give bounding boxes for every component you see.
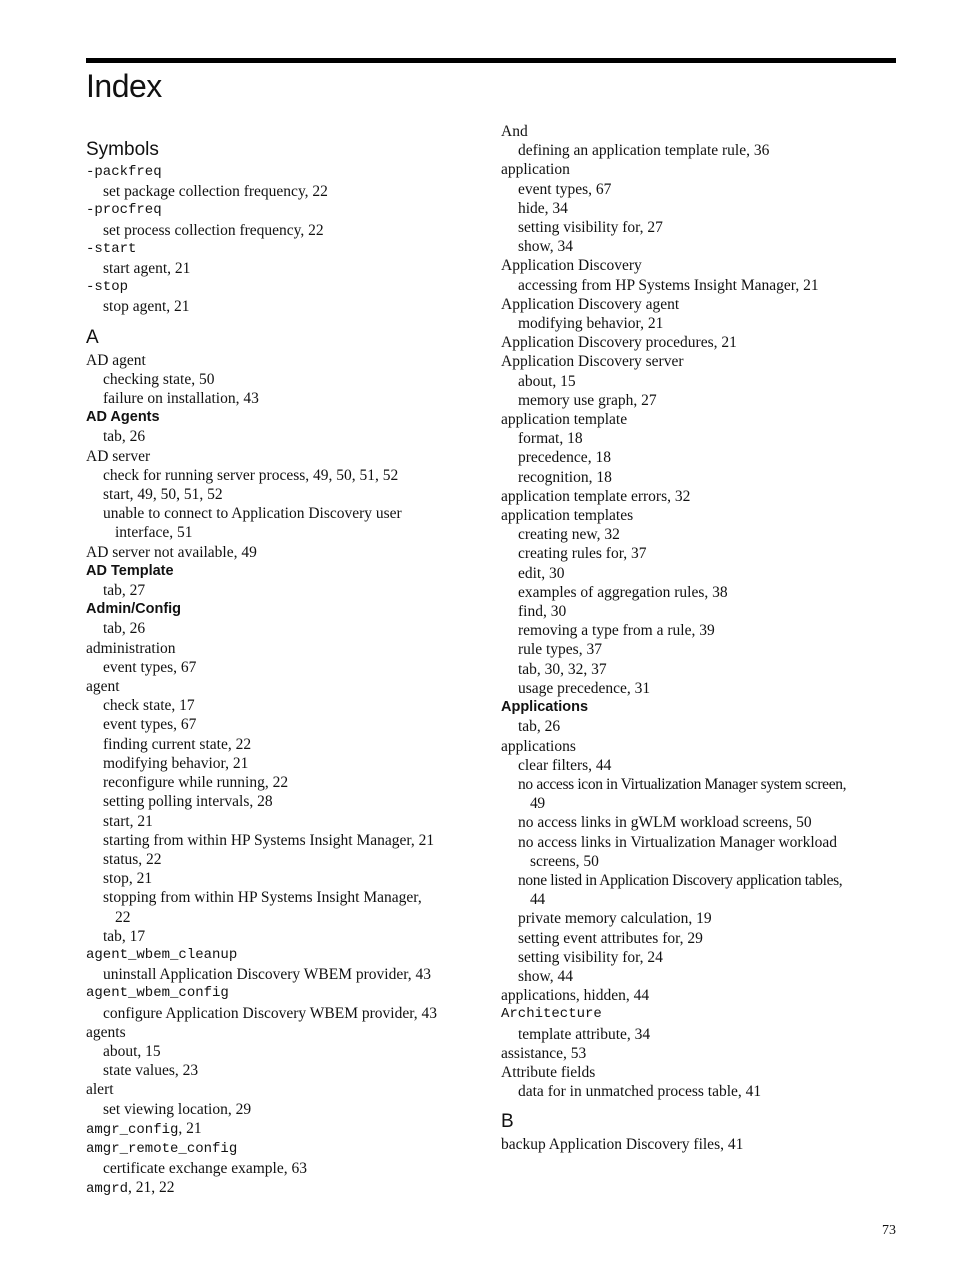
- index-subentry: [501, 314, 901, 333]
- index-subentry-text: finding current state, 22: [103, 735, 252, 753]
- index-subentry-text: memory use graph, 27: [518, 391, 657, 409]
- index-subentry-text: clear filters, 44: [518, 756, 612, 774]
- index-subentry: [86, 427, 486, 446]
- index-term: agents: [86, 1023, 126, 1041]
- index-subentry-text: uninstall Application Discovery WBEM provider, 43: [103, 966, 431, 984]
- index-term: Application Discovery agent: [501, 295, 680, 313]
- index-subentry-text: tab, 26: [103, 620, 146, 638]
- index-term: [86, 1119, 486, 1140]
- index-subentry: [86, 792, 486, 811]
- index-subentry: [501, 218, 901, 237]
- index-subentry: [501, 1025, 901, 1044]
- index-subentry-text: recognition, 18: [518, 468, 612, 486]
- index-subentry-text: starting from within HP Systems Insight Manager, 21: [103, 831, 435, 849]
- index-subentry: [501, 679, 901, 698]
- index-subentry: [501, 967, 901, 986]
- index-subentry: [86, 1042, 486, 1061]
- index-subentry-text: modifying behavior, 21: [518, 315, 664, 333]
- index-subentry: [501, 602, 901, 621]
- index-term: assistance, 53: [501, 1044, 587, 1062]
- index-subentry-text: reconfigure while running, 22: [103, 774, 289, 792]
- index-subentry: [501, 141, 901, 160]
- index-subentry-text: certificate exchange example, 63: [103, 1160, 307, 1178]
- index-subentry: [86, 389, 486, 408]
- index-subentry-continuation: 22: [115, 908, 131, 926]
- index-subentry: [501, 429, 901, 448]
- index-term: agent_wbem_cleanup: [86, 946, 238, 963]
- index-term-command: amgr_config: [86, 1121, 179, 1138]
- index-term: AD agent: [86, 351, 146, 369]
- index-subentry-text: none listed in Application Discovery application tables,: [518, 871, 843, 889]
- index-term: -stop: [86, 279, 129, 296]
- index-subentry-text: check for running server process, 49, 50, 51, 52: [103, 466, 399, 484]
- index-subentry: [86, 850, 486, 869]
- index-letter-heading: A: [86, 326, 99, 348]
- index-term: agent: [86, 678, 120, 696]
- index-term: Applications: [501, 699, 589, 716]
- index-subentry-text: set process collection frequency, 22: [103, 221, 324, 239]
- index-subentry: [501, 948, 901, 967]
- index-subentry: [501, 448, 901, 467]
- index-subentry: [86, 773, 486, 792]
- index-subentry: [86, 696, 486, 715]
- index-term: Admin/Config: [86, 601, 182, 618]
- index-subentry: [501, 276, 901, 295]
- index-term: applications: [501, 737, 576, 755]
- index-subentry-text: stop agent, 21: [103, 298, 190, 316]
- index-subentry: [86, 1159, 486, 1178]
- top-rule: [86, 58, 896, 63]
- index-subentry: [501, 564, 901, 583]
- index-subentry: [86, 869, 486, 888]
- index-subentry: [86, 965, 486, 984]
- index-subentry-text: tab, 26: [518, 718, 561, 736]
- index-term: Attribute fields: [501, 1063, 596, 1081]
- index-term: application templates: [501, 507, 634, 525]
- index-subentry: [86, 831, 486, 850]
- index-subentry-text: no access links in Virtualization Manager workload: [518, 833, 838, 851]
- index-subentry-text: stopping from within HP Systems Insight Manager,: [103, 889, 422, 907]
- index-subentry: [501, 717, 901, 736]
- index-term: [86, 1178, 486, 1199]
- index-term: Architecture: [501, 1006, 602, 1023]
- index-term-pages: , 21, 22: [128, 1179, 175, 1197]
- index-subentry-continuation: interface, 51: [115, 524, 193, 542]
- index-subentry: [501, 660, 901, 679]
- index-subentry-text: start, 49, 50, 51, 52: [103, 486, 223, 504]
- index-subentry-text: creating rules for, 37: [518, 545, 647, 563]
- index-subentry: [501, 833, 901, 871]
- index-subentry-text: configure Application Discovery WBEM provider, 43: [103, 1004, 437, 1022]
- index-subentry-text: rule types, 37: [518, 641, 602, 659]
- index-subentry: [86, 812, 486, 831]
- index-subentry-text: start, 21: [103, 812, 153, 830]
- index-subentry-text: show, 44: [518, 967, 573, 985]
- index-subentry-text: template attribute, 34: [518, 1025, 651, 1043]
- index-subentry: [501, 237, 901, 256]
- index-term-command: amgrd: [86, 1181, 129, 1198]
- index-subentry: [86, 182, 486, 201]
- index-term: AD server not available, 49: [86, 543, 257, 561]
- index-subentry-text: about, 15: [518, 372, 576, 390]
- index-subentry-text: creating new, 32: [518, 526, 620, 544]
- index-subentry-text: no access icon in Virtualization Manager system screen,: [518, 775, 847, 793]
- index-term: alert: [86, 1081, 114, 1099]
- index-subentry: [501, 468, 901, 487]
- index-subentry: [86, 485, 486, 504]
- index-term: AD server: [86, 447, 151, 465]
- index-subentry: [501, 180, 901, 199]
- index-term: AD Agents: [86, 409, 160, 426]
- index-term: -start: [86, 240, 137, 257]
- index-subentry-text: data for in unmatched process table, 41: [518, 1083, 762, 1101]
- index-subentry: [501, 871, 901, 909]
- index-term-pages: , 21: [178, 1119, 202, 1137]
- index-subentry-text: hide, 34: [518, 199, 568, 217]
- index-term: And: [501, 123, 528, 140]
- index-term: Application Discovery server: [501, 353, 684, 371]
- index-subentry: [86, 504, 486, 542]
- index-subentry: [501, 775, 901, 813]
- index-subentry-text: edit, 30: [518, 564, 565, 582]
- index-subentry: [501, 909, 901, 928]
- index-subentry: [501, 391, 901, 410]
- index-term: -procfreq: [86, 202, 162, 219]
- index-subentry: [501, 640, 901, 659]
- index-term: application template: [501, 411, 628, 429]
- index-subentry: [501, 544, 901, 563]
- index-subentry: [501, 583, 901, 602]
- index-subentry-text: set package collection frequency, 22: [103, 183, 328, 201]
- index-column-left: [86, 137, 486, 1200]
- index-subentry-text: tab, 30, 32, 37: [518, 660, 607, 678]
- index-subentry-text: setting polling intervals, 28: [103, 793, 273, 811]
- index-subentry-text: show, 34: [518, 238, 573, 256]
- index-term: agent_wbem_config: [86, 985, 229, 1002]
- index-subentry-text: defining an application template rule, 36: [518, 142, 770, 160]
- index-subentry: [86, 927, 486, 946]
- index-subentry: [86, 370, 486, 389]
- index-subentry-text: find, 30: [518, 603, 567, 621]
- index-letter-heading: B: [501, 1111, 514, 1133]
- index-subentry-text: unable to connect to Application Discovery user: [103, 505, 402, 523]
- index-subentry: [86, 888, 486, 926]
- index-subentry: [86, 754, 486, 773]
- index-term: administration: [86, 639, 176, 657]
- index-subentry: [86, 619, 486, 638]
- page-title: Index: [86, 68, 162, 104]
- index-subentry: [86, 466, 486, 485]
- index-subentry-text: checking state, 50: [103, 370, 215, 388]
- index-subentry-text: precedence, 18: [518, 449, 611, 467]
- index-subentry-text: tab, 27: [103, 582, 146, 600]
- index-term: Application Discovery procedures, 21: [501, 334, 737, 352]
- index-subentry: [86, 221, 486, 240]
- index-subentry-text: event types, 67: [103, 658, 197, 676]
- index-subentry-text: event types, 67: [103, 716, 197, 734]
- index-subentry-text: status, 22: [103, 850, 162, 868]
- index-subentry: [86, 259, 486, 278]
- index-term: backup Application Discovery files, 41: [501, 1136, 744, 1154]
- index-subentry-text: examples of aggregation rules, 38: [518, 583, 728, 601]
- index-subentry: [501, 1082, 901, 1101]
- index-subentry: [86, 581, 486, 600]
- index-term: application template errors, 32: [501, 487, 691, 505]
- index-subentry-text: removing a type from a rule, 39: [518, 622, 715, 640]
- index-subentry: [86, 715, 486, 734]
- index-subentry: [86, 1100, 486, 1119]
- index-subentry-text: setting visibility for, 24: [518, 948, 663, 966]
- index-subentry: [501, 756, 901, 775]
- index-subentry: [86, 1004, 486, 1023]
- index-subentry-text: event types, 67: [518, 180, 612, 198]
- index-subentry-text: usage precedence, 31: [518, 679, 651, 697]
- page-number: 73: [882, 1223, 896, 1238]
- index-subentry-text: set viewing location, 29: [103, 1100, 252, 1118]
- index-term: application: [501, 161, 570, 179]
- index-subentry-text: setting visibility for, 27: [518, 219, 663, 237]
- index-subentry-text: tab, 26: [103, 428, 146, 446]
- index-subentry-continuation: screens, 50: [530, 852, 599, 870]
- index-subentry-text: start agent, 21: [103, 260, 191, 278]
- index-subentry-text: stop, 21: [103, 870, 153, 888]
- index-term: -packfreq: [86, 164, 162, 180]
- index-subentry: [86, 297, 486, 316]
- index-subentry-text: state values, 23: [103, 1062, 199, 1080]
- index-subentry: [86, 658, 486, 677]
- index-subentry: [501, 929, 901, 948]
- index-subentry-text: modifying behavior, 21: [103, 754, 249, 772]
- index-subentry: [501, 621, 901, 640]
- index-subentry-text: check state, 17: [103, 697, 195, 715]
- index-subentry-continuation: 44: [530, 891, 545, 909]
- index-subentry-text: format, 18: [518, 430, 583, 448]
- index-subentry-text: failure on installation, 43: [103, 390, 259, 408]
- index-subentry: [501, 199, 901, 218]
- index-term: applications, hidden, 44: [501, 987, 650, 1005]
- index-subentry-text: accessing from HP Systems Insight Manager, 21: [518, 276, 819, 294]
- index-subentry-text: private memory calculation, 19: [518, 910, 712, 928]
- index-term: AD Template: [86, 562, 174, 579]
- index-subentry-continuation: 49: [530, 795, 545, 813]
- index-subentry: [501, 813, 901, 832]
- index-subentry: [86, 735, 486, 754]
- index-letter-heading: Symbols: [86, 139, 159, 160]
- index-term: amgr_remote_config: [86, 1140, 238, 1157]
- index-subentry: [501, 525, 901, 544]
- index-subentry-text: no access links in gWLM workload screens, 50: [518, 814, 812, 832]
- index-subentry-text: tab, 17: [103, 927, 146, 945]
- index-subentry: [86, 1061, 486, 1080]
- index-subentry: [501, 372, 901, 391]
- index-term: Application Discovery: [501, 257, 642, 275]
- index-subentry-text: setting event attributes for, 29: [518, 929, 703, 947]
- index-subentry-text: about, 15: [103, 1042, 161, 1060]
- index-column-right: [501, 122, 901, 1155]
